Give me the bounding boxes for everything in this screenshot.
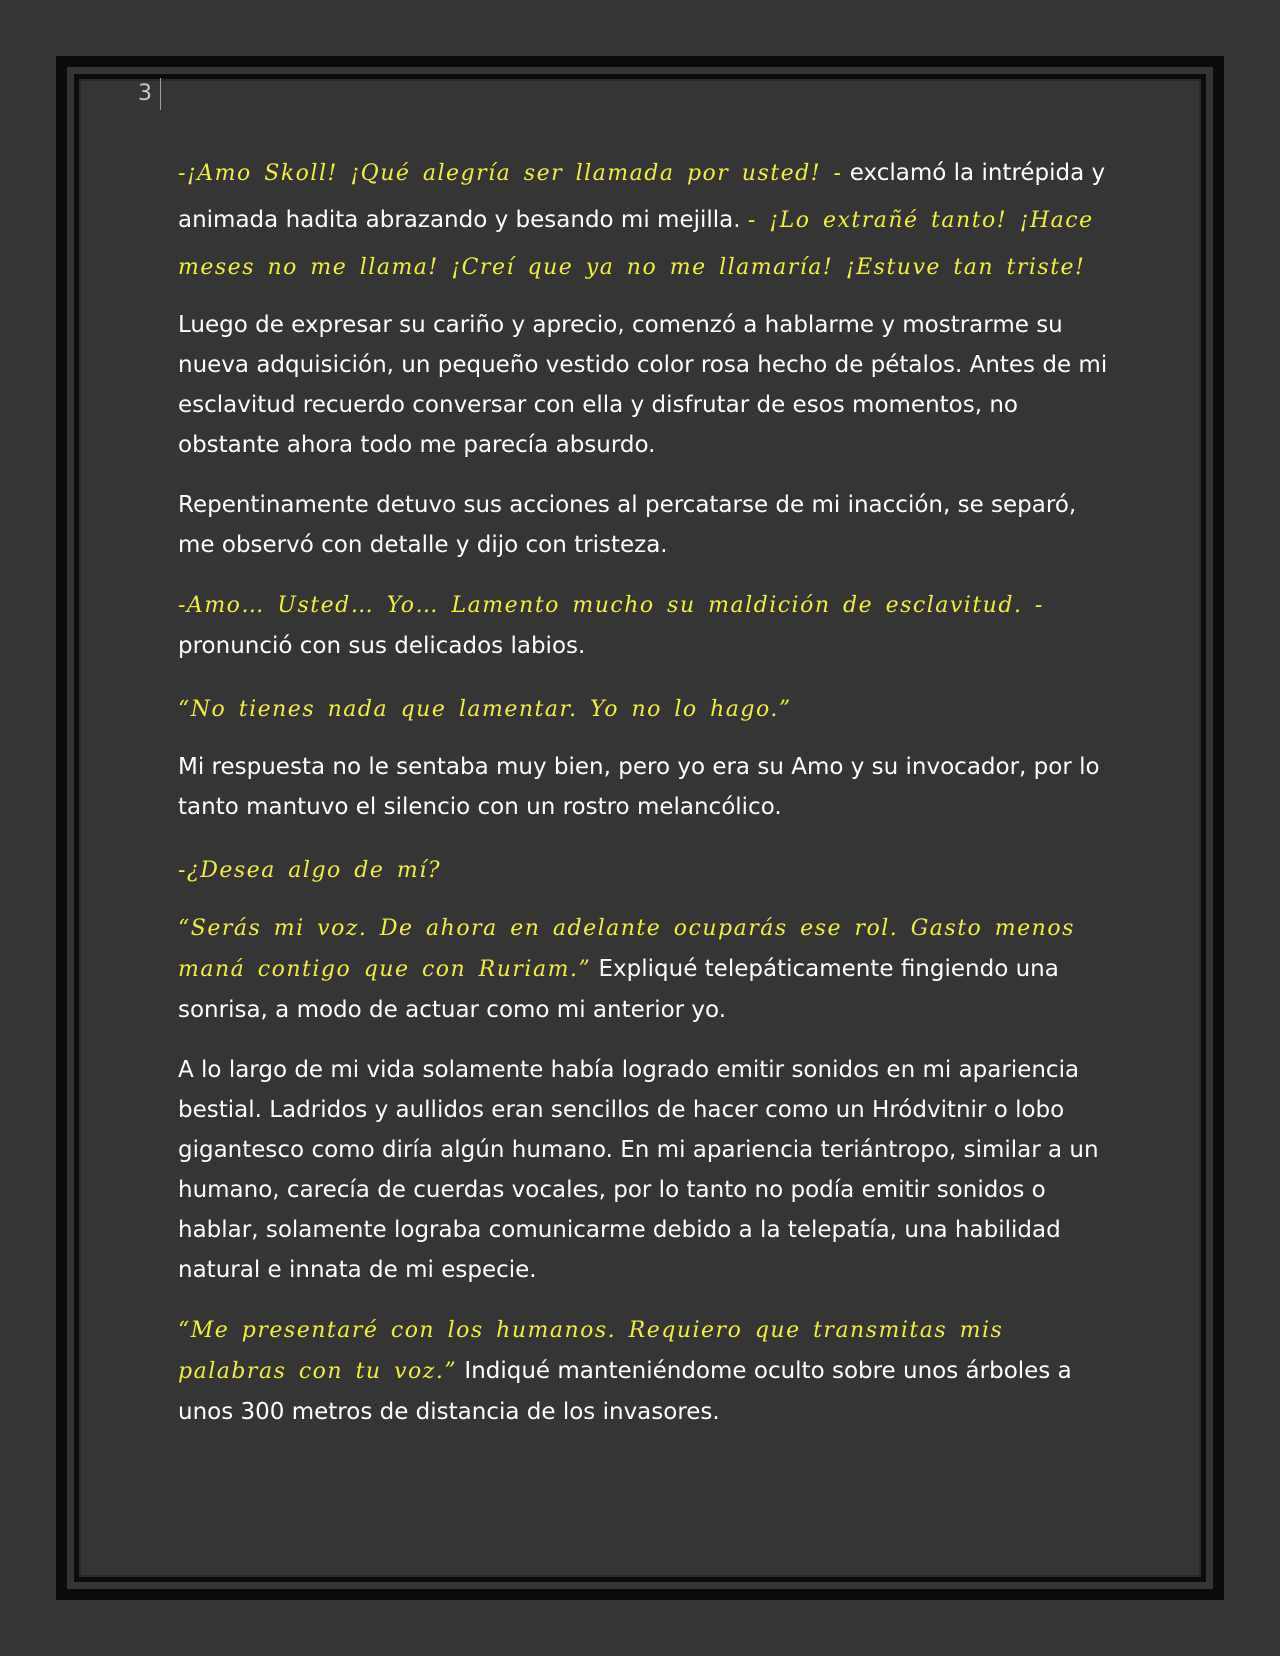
paragraph-4 [178,585,1108,666]
dialogue-text: -¿Desea algo de mí? [178,858,442,883]
paragraph-6 [178,747,1108,827]
paragraph-9 [178,1050,1108,1290]
paragraph-5 [178,686,1108,733]
narration-text: exclamó la intrépida y animada hadita abrazando y besando mi mejilla. [178,160,1106,233]
dialogue-text: “Serás mi voz. De ahora en adelante ocuparás ese rol. Gasto menos maná contigo que con Ruriam.” [178,916,1075,982]
narration-text: pronunció con sus delicados labios. [178,633,586,659]
dialogue-text: “No tienes nada que lamentar. Yo no lo hago.” [178,697,792,722]
paragraph-1 [178,150,1108,291]
paragraph-3 [178,485,1108,565]
narration-text: Mi respuesta no le sentaba muy bien, pero yo era su Amo y su invocador, por lo tanto mantuvo el silencio con un rostro melancólico. [178,754,1100,820]
dialogue-text: -¡Amo Skoll! ¡Qué alegría ser llamada por usted! - [178,161,843,186]
narration-text: Indiqué manteniéndome oculto sobre unos árboles a unos 300 metros de distancia de los invasores. [178,1358,1072,1425]
narration-text: A lo largo de mi vida solamente había logrado emitir sonidos en mi apariencia bestial. Ladridos y aullidos eran sencillos de hacer como un Hródvitnir o lobo gigantesco como diría algún humano. En mi apariencia teriántropo, similar a un humano, carecía de cuerdas vocales, por lo tanto no podía emitir sonidos o hablar, solamente lograba comunicarme debido a la telepatía, una habilidad natural e innata de mi especie. [178,1057,1099,1283]
paragraph-7 [178,847,1108,894]
narration-text: Expliqué telepáticamente fingiendo una sonrisa, a modo de actuar como mi anterior yo. [178,956,1059,1023]
narration-text: Luego de expresar su cariño y aprecio, comenzó a hablarme y mostrarme su nueva adquisición, un pequeño vestido color rosa hecho de pétalos. Antes de mi esclavitud recuerdo conversar con ella y disfrutar de esos momentos, no obstante ahora todo me parecía absurdo. [178,312,1108,458]
dialogue-text: -Amo… Usted… Yo… Lamento mucho su maldición de esclavitud. - [178,593,1044,618]
paragraph-8 [178,908,1108,1030]
paragraph-2 [178,305,1108,465]
story-text [178,150,1108,1452]
narration-text: Repentinamente detuvo sus acciones al percatarse de mi inacción, se separó, me observó con detalle y dijo con tristeza. [178,492,1077,558]
paragraph-10 [178,1310,1108,1432]
dialogue-text: - ¡Lo extrañé tanto! ¡Hace meses no me llama! ¡Creí que ya no me llamaría! ¡Estuve tan triste! [178,208,1094,280]
dialogue-text: “Me presentaré con los humanos. Requiero que transmitas mis palabras con tu voz.” [178,1318,1004,1384]
page-number: 3 [138,78,161,110]
